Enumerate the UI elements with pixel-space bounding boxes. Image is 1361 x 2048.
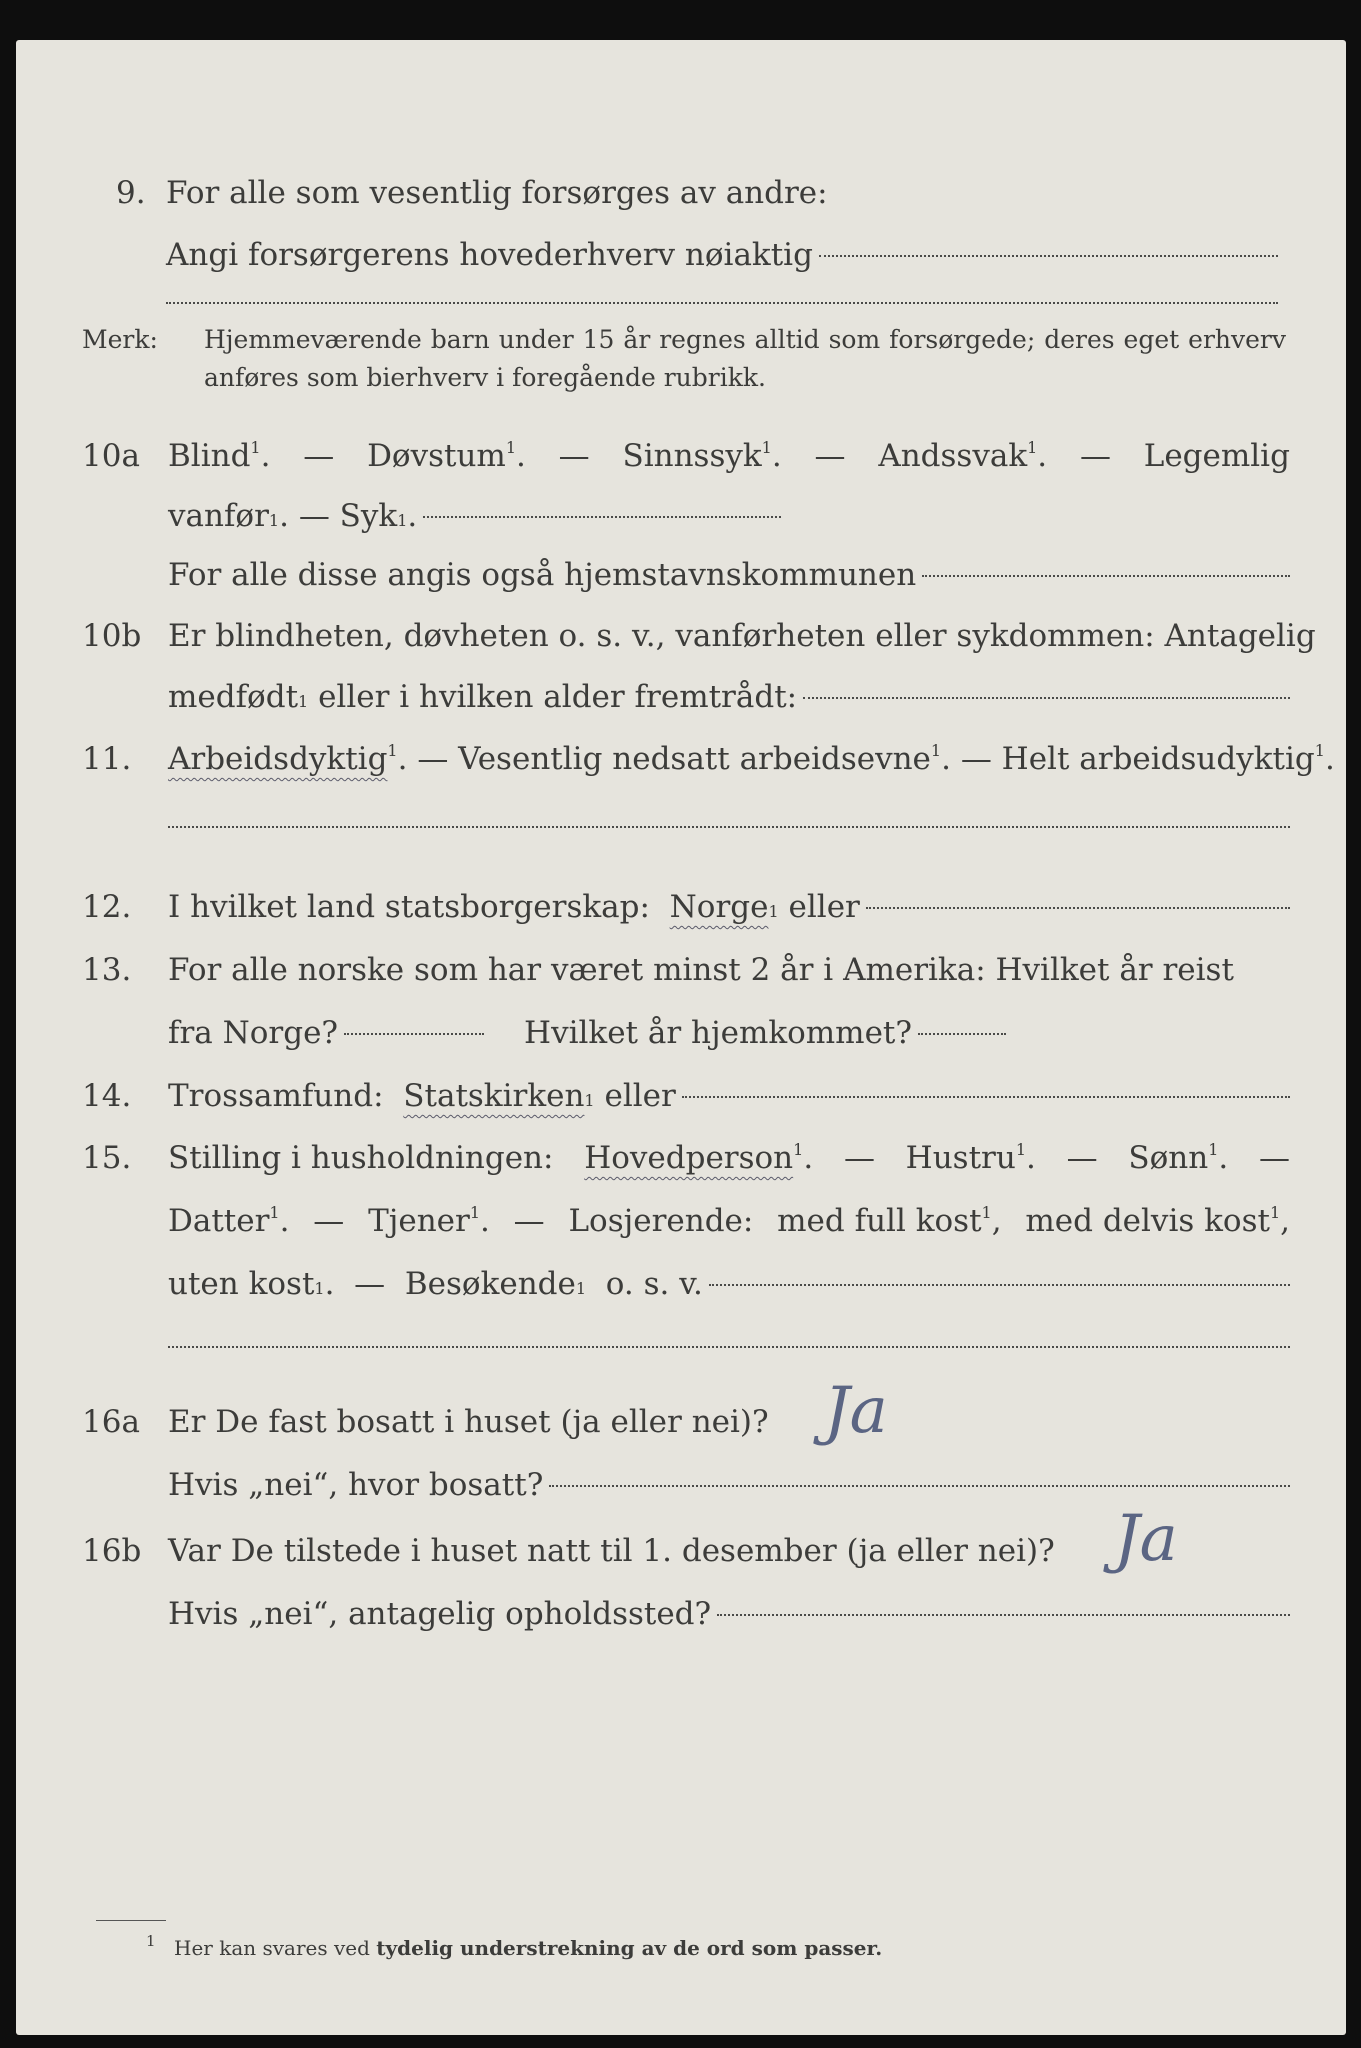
- option-hustru[interactable]: Hustru: [905, 1140, 1016, 1176]
- q11-line: 11. Arbeidsdyktig$^1$. — Vesentlig nedsatt arbeidsevne$^1$. — Helt arbeidsudyktig$^1$.: [16, 734, 1346, 784]
- q13-line1: [16, 945, 1346, 995]
- option-besokende[interactable]: Besøkende: [404, 1266, 576, 1302]
- q10a-syk-field[interactable]: [423, 516, 781, 518]
- q10b-text: Er blindheten, døvheten o. s. v., vanførheten eller sykdommen: Antagelig: [168, 618, 1316, 654]
- footnote-rule: [96, 1920, 166, 1921]
- option-legemlig[interactable]: Legemlig: [1143, 438, 1290, 474]
- option-vanfor[interactable]: vanfør: [168, 498, 269, 534]
- q16b-opholdssted-label: Hvis „nei“, antagelig opholdssted?: [168, 1596, 712, 1632]
- q12-line: 12. I hvilket land statsborgerskap: Norge 1 eller: [16, 882, 1346, 932]
- q9-answer-field[interactable]: [819, 255, 1278, 257]
- q10b-answer-field[interactable]: [803, 697, 1290, 699]
- q10a-line1: 10a Blind$^1$. — Døvstum$^1$. — Sinnssyk$^1$. — Andssvak$^1$. — Legemlig: [16, 431, 1346, 481]
- q13-fra-label: fra Norge?: [168, 1015, 339, 1051]
- q10b-number: 10b: [82, 618, 142, 654]
- q15-number: 15.: [82, 1140, 132, 1176]
- q10a-line3: [16, 550, 1346, 600]
- q15-losjerende-label: Losjerende:: [568, 1203, 754, 1239]
- q9-hovederhverv-label: Angi forsørgerens hovederhverv nøiaktig: [166, 237, 813, 273]
- option-arbeidsdyktig[interactable]: Arbeidsdyktig: [168, 741, 388, 777]
- option-medfodt[interactable]: medfødt: [168, 679, 299, 715]
- option-hovedperson[interactable]: Hovedperson: [584, 1140, 794, 1176]
- q11-number: 11.: [82, 741, 132, 777]
- q13-fra-field[interactable]: [344, 1033, 484, 1035]
- q14-number: 14.: [82, 1078, 132, 1114]
- q12-eller: eller: [788, 889, 860, 925]
- q15-stilling-label: Stilling i husholdningen:: [168, 1140, 554, 1176]
- footnote-text: Her kan svares ved: [174, 1936, 370, 1960]
- option-sinnssyk[interactable]: Sinnssyk: [622, 438, 762, 474]
- q9-line1: [16, 168, 1346, 218]
- q10b-line1: [16, 611, 1346, 661]
- q9-line2: [16, 230, 1346, 280]
- option-syk[interactable]: Syk: [339, 498, 398, 534]
- footnote-bold-text: tydelig understrekning av de ord som passer.: [376, 1936, 883, 1960]
- option-statskirken[interactable]: Statskirken: [403, 1078, 585, 1114]
- q12-answer-field[interactable]: [866, 907, 1290, 909]
- q9-text: For alle som vesentlig forsørges av andre:: [166, 175, 828, 211]
- option-tjener[interactable]: Tjener: [368, 1203, 470, 1239]
- option-sonn[interactable]: Sønn: [1128, 1140, 1209, 1176]
- option-uten-kost[interactable]: uten kost: [168, 1266, 315, 1302]
- q16b-answer-field[interactable]: [717, 1614, 1290, 1616]
- q13-hjem-label: Hvilket år hjemkommet?: [524, 1015, 913, 1051]
- q14-answer-field[interactable]: [682, 1096, 1290, 1098]
- q15-osv: o. s. v.: [605, 1266, 703, 1302]
- q15-extra-line[interactable]: [168, 1346, 1290, 1348]
- q10a-line2: vanfør 1 . — Syk 1 .: [16, 491, 1346, 541]
- q15-line1: 15. Stilling i husholdningen: Hovedperson$^1$. — Hustru$^1$. — Sønn$^1$. —: [16, 1133, 1346, 1183]
- q13-text: For alle norske som har været minst 2 år i Amerika: Hvilket år reist: [168, 952, 1234, 988]
- footnote-mark: 1: [146, 1932, 156, 1950]
- q16a-line1: [16, 1397, 1346, 1447]
- q16b-line2: [16, 1589, 1346, 1639]
- q10a-number: 10a: [82, 438, 140, 474]
- q9-extra-line[interactable]: [166, 302, 1278, 304]
- merk-line2: anføres som bierhverv i foregående rubrikk.: [204, 363, 766, 392]
- q16b-number: 16b: [82, 1533, 142, 1569]
- q14-eller: eller: [604, 1078, 676, 1114]
- q12-text: I hvilket land statsborgerskap:: [168, 889, 650, 925]
- q16a-bosatt-label: Hvis „nei“, hvor bosatt?: [168, 1467, 544, 1503]
- q14-text: Trossamfund:: [168, 1078, 384, 1114]
- option-delvis-kost[interactable]: med delvis kost: [1025, 1203, 1270, 1239]
- option-blind[interactable]: Blind: [168, 438, 251, 474]
- option-norge[interactable]: Norge: [669, 889, 769, 925]
- census-form-page: [16, 40, 1346, 2035]
- q9-number: 9.: [116, 175, 146, 211]
- q13-line2: [16, 1008, 1346, 1058]
- q15-line2: Datter$^1$. — Tjener$^1$. — Losjerende: med full kost$^1$, med delvis kost$^1$,: [16, 1196, 1346, 1246]
- q16a-number: 16a: [82, 1404, 140, 1440]
- q12-number: 12.: [82, 889, 132, 925]
- q16a-text: Er De fast bosatt i huset (ja eller nei)?: [168, 1404, 769, 1440]
- q16a-answer-field[interactable]: [549, 1485, 1290, 1487]
- merk-label: Merk:: [82, 325, 158, 354]
- merk-line1: Hjemmeværende barn under 15 år regnes alltid som forsørgede; deres eget erhverv: [204, 325, 1286, 354]
- q10b-line2: medfødt 1 eller i hvilken alder fremtrådt:: [16, 672, 1346, 722]
- q11-extra-line[interactable]: [168, 826, 1290, 828]
- option-andssvak[interactable]: Andssvak: [878, 438, 1028, 474]
- option-datter[interactable]: Datter: [168, 1203, 270, 1239]
- q15-answer-field[interactable]: [709, 1284, 1290, 1286]
- option-vesentlig-nedsatt[interactable]: Vesentlig nedsatt arbeidsevne: [458, 741, 931, 777]
- q13-hjem-field[interactable]: [918, 1033, 1006, 1035]
- option-full-kost[interactable]: med full kost: [777, 1203, 982, 1239]
- q15-line3: uten kost 1 . — Besøkende 1 o. s. v.: [16, 1259, 1346, 1309]
- q16b-text: Var De tilstede i huset natt til 1. desember (ja eller nei)?: [168, 1533, 1055, 1569]
- option-dovstum[interactable]: Døvstum: [367, 438, 506, 474]
- q13-number: 13.: [82, 952, 132, 988]
- q16b-handwritten-answer: Ja: [1114, 1502, 1178, 1576]
- q10a-hjemstavn-field[interactable]: [922, 575, 1290, 577]
- q10a-hjemstavn-label: For alle disse angis også hjemstavnskommunen: [168, 557, 917, 593]
- q16a-handwritten-answer: Ja: [824, 1374, 888, 1448]
- q10b-alder-label: eller i hvilken alder fremtrådt:: [318, 679, 798, 715]
- option-helt-udyktig[interactable]: Helt arbeidsudyktig: [1001, 741, 1315, 777]
- q14-line: 14. Trossamfund: Statskirken 1 eller: [16, 1071, 1346, 1121]
